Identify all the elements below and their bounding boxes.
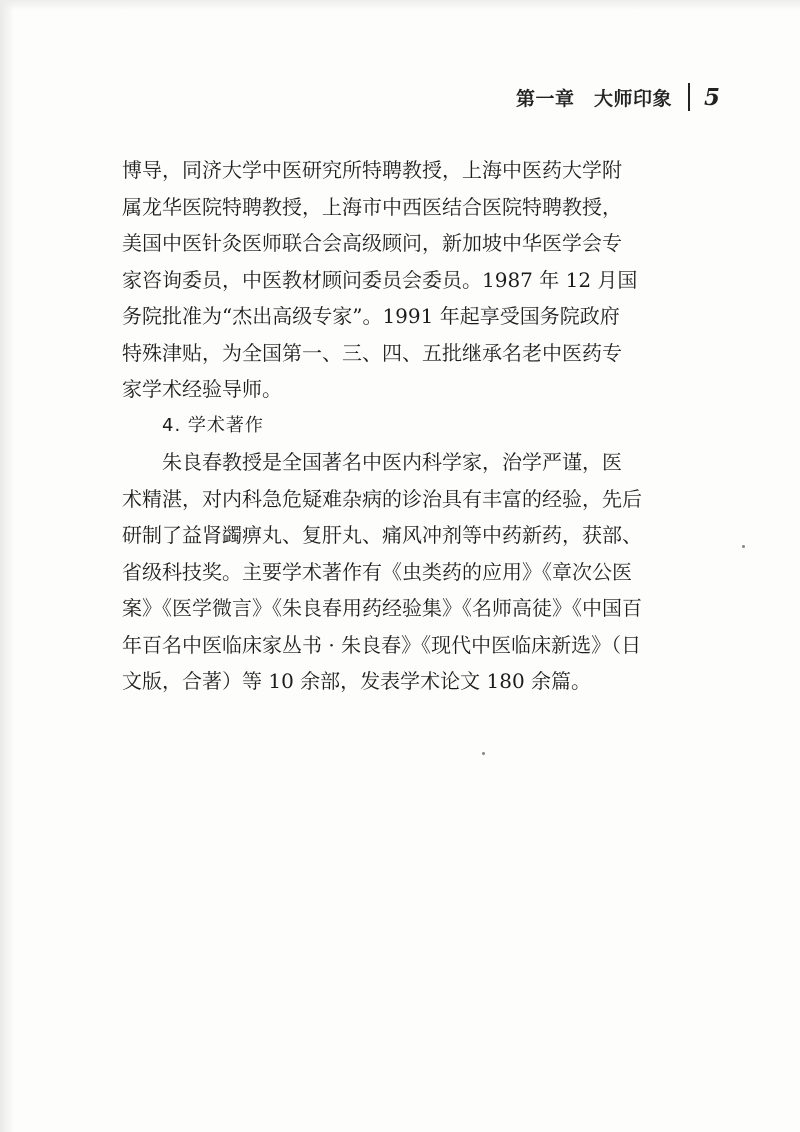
text-line: 年百名中医临床家丛书 · 朱良春》《现代中医临床新选》（日: [122, 632, 642, 657]
header-divider: [688, 83, 690, 111]
scan-shadow-top: [0, 0, 800, 10]
scan-speck: [742, 545, 745, 548]
scan-speck: [482, 752, 485, 755]
section-heading: 4. 学术著作: [162, 414, 264, 436]
text-line: 博导，同济大学中医研究所特聘教授，上海中医药大学附: [122, 158, 622, 182]
chapter-title: 第一章 大师印象: [515, 87, 672, 110]
text-line: 家咨询委员，中医教材顾问委员会委员。1987 年 12 月国: [122, 267, 638, 292]
running-head: [516, 82, 720, 112]
text-line: 朱良春教授是全国著名中医内科学家，治学严谨，医: [162, 450, 622, 474]
body-text: [122, 152, 697, 700]
text-line: 省级科技奖。主要学术著作有《虫类药的应用》《章次公医: [122, 559, 632, 584]
text-line: 家学术经验导师。: [122, 377, 282, 401]
page-number: 5: [703, 83, 720, 111]
text-line: 务院批准为“杰出高级专家”。1991 年起享受国务院政府: [122, 304, 620, 328]
text-line: 文版，合著）等 10 余部，发表学术论文 180 余篇。: [122, 669, 592, 693]
scan-shadow-left: [0, 0, 14, 1132]
text-line: 属龙华医院特聘教授，上海市中西医结合医院特聘教授，: [122, 194, 622, 219]
text-line: 美国中医针灸医师联合会高级顾问，新加坡中华医学会专: [122, 231, 622, 255]
text-line: 特殊津贴，为全国第一、三、四、五批继承名老中医药专: [122, 340, 622, 365]
text-line: 术精湛，对内科急危疑难杂病的诊治具有丰富的经验，先后: [122, 486, 642, 511]
text-line: 研制了益肾蠲痹丸、复肝丸、痛风冲剂等中药新药，获部、: [122, 523, 642, 547]
text-line: 案》《医学微言》《朱良春用药经验集》《名师高徒》《中国百: [122, 596, 642, 620]
